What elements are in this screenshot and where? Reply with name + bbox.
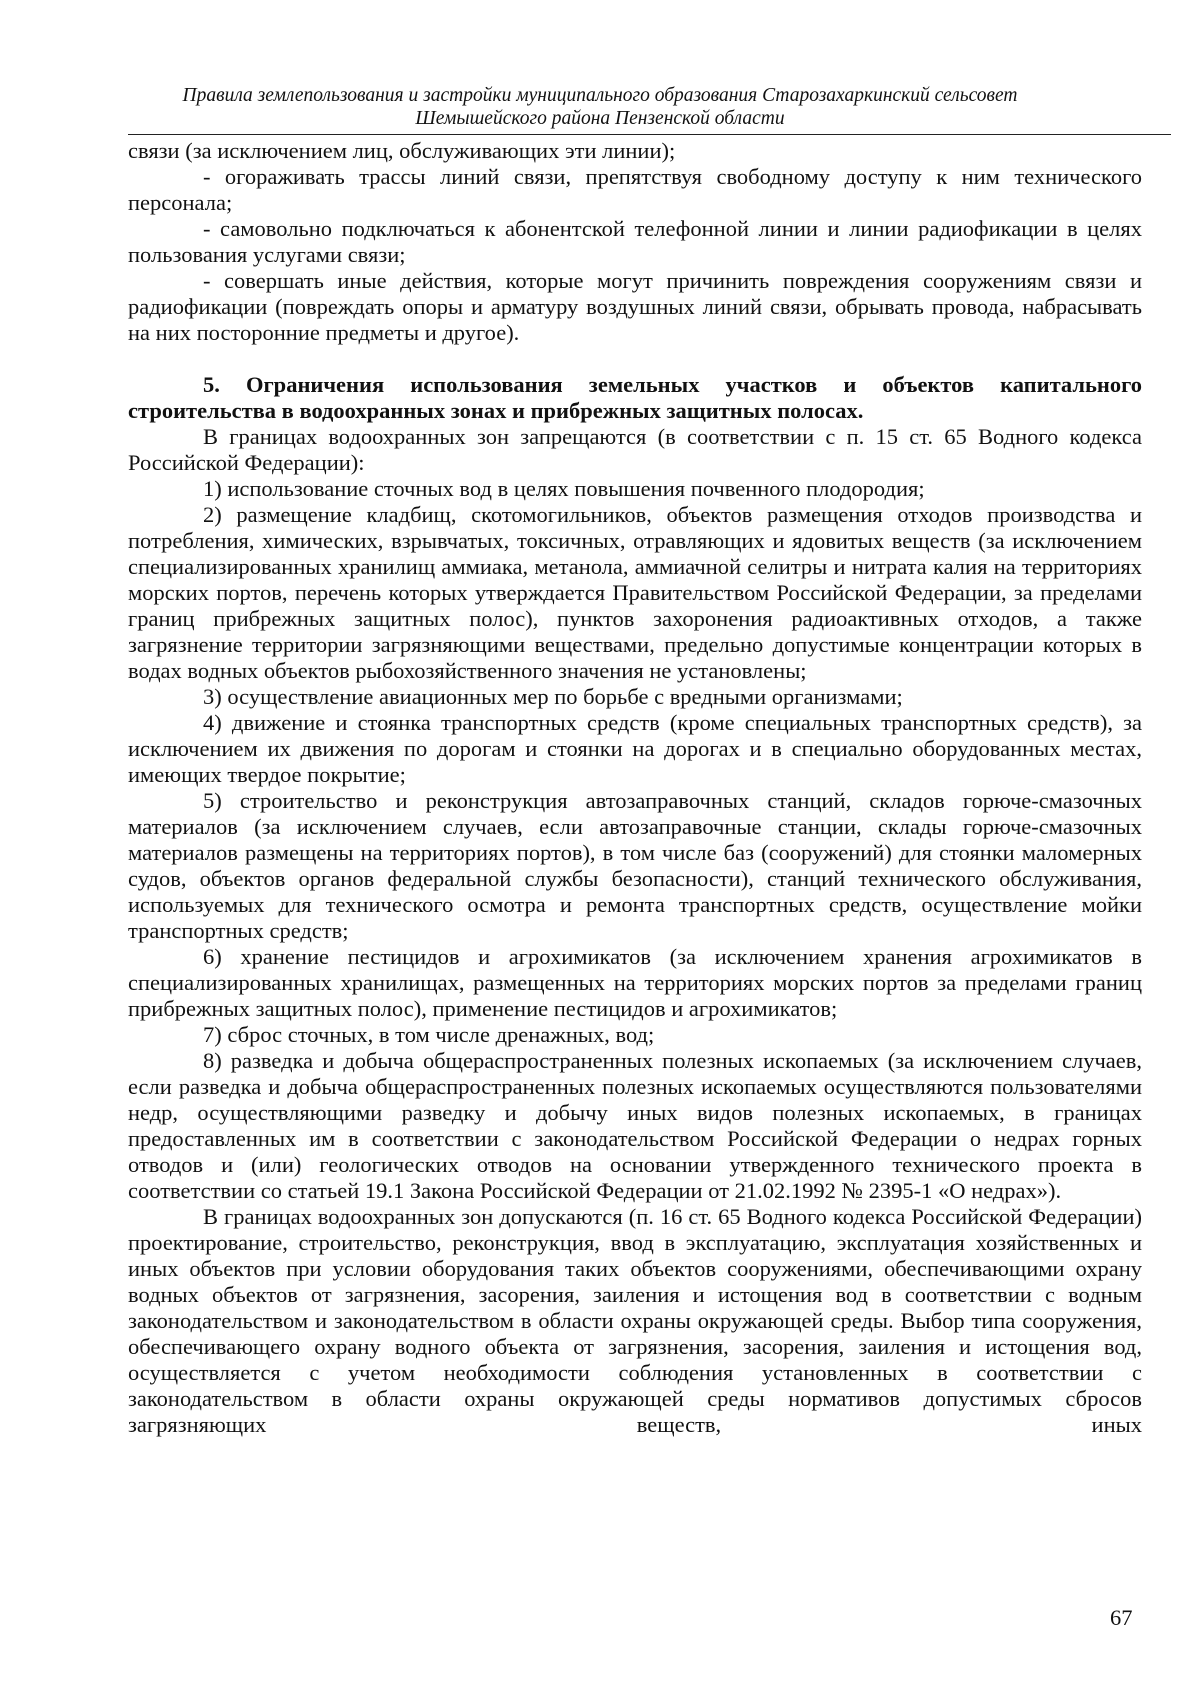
- paragraph: 3) осуществление авиационных мер по борьбе с вредными организмами;: [203, 684, 903, 709]
- paragraph: 4) движение и стоянка транспортных средств (кроме специальных транспортных средств), за исключением их движения по дорогам и стоянки на дорогах и в специально оборудованных местах, имеющих твердое покрытие;: [128, 710, 1142, 787]
- paragraph: 1) использование сточных вод в целях повышения почвенного плодородия;: [203, 476, 925, 501]
- paragraph-spacer: [128, 346, 1142, 372]
- header-line-1: Правила землепользования и застройки муниципального образования Старозахаркинский сельсовет: [182, 85, 1018, 106]
- paragraph: В границах водоохранных зон допускаются (п. 16 ст. 65 Водного кодекса Российской Федерации) проектирование, строительство, реконструкция, ввод в эксплуатацию, эксплуатация хозяйственных и иных объектов при условии оборудования таких объектов сооружениями, обеспечивающими охрану водных объектов от загрязнения, засорения, заиления и истощения вод в соответствии с водным законодательством и законодательством в области охраны окружающей среды. Выбор типа сооружения, обеспечивающего охрану водного объекта от загрязнения, засорения, заиления и истощения вод, осуществляется с учетом необходимости соблюдения установленных в соответствии с законодательством в области охраны окружающей среды нормативов допустимых сбросов загрязняющих веществ, иных: [128, 1204, 1142, 1437]
- header-line-2: Шемышейского района Пензенской области: [415, 108, 785, 129]
- page-number: 67: [1110, 1605, 1133, 1630]
- paragraph: В границах водоохранных зон запрещаются (в соответствии с п. 15 ст. 65 Водного кодекса Российской Федерации):: [128, 424, 1142, 475]
- document-body: [128, 138, 1142, 1438]
- section-heading: 5. Ограничения использования земельных участков и объектов капитального строительства в водоохранных зонах и прибрежных защитных полосах.: [128, 372, 1142, 423]
- paragraph: - огораживать трассы линий связи, препятствуя свободному доступу к ним технического персонала;: [128, 164, 1142, 215]
- paragraph: 5) строительство и реконструкция автозаправочных станций, складов горюче-смазочных материалов (за исключением случаев, если автозаправочные станции, склады горюче-смазочных материалов размещены на территориях портов), в том числе баз (сооружений) для стоянки маломерных судов, объектов органов федеральной службы безопасности), станций технического обслуживания, используемых для технического осмотра и ремонта транспортных средств, осуществление мойки транспортных средств;: [128, 788, 1142, 943]
- paragraph: 2) размещение кладбищ, скотомогильников, объектов размещения отходов производства и потребления, химических, взрывчатых, токсичных, отравляющих и ядовитых веществ (за исключением специализированных хранилищ аммиака, метанола, аммиачной селитры и нитрата калия на территориях морских портов, перечень которых утверждается Правительством Российской Федерации, за пределами границ прибрежных защитных полос), пунктов захоронения радиоактивных отходов, а также загрязнение территории загрязняющими веществами, предельно допустимые концентрации которых в водах водных объектов рыбохозяйственного значения не установлены;: [128, 502, 1142, 683]
- paragraph: связи (за исключением лиц, обслуживающих эти линии);: [128, 138, 676, 163]
- paragraph: 8) разведка и добыча общераспространенных полезных ископаемых (за исключением случаев, если разведка и добыча общераспространенных полезных ископаемых осуществляются пользователями недр, осуществляющими разведку и добычу иных видов полезных ископаемых, в границах предоставленных им в соответствии с законодательством Российской Федерации о недрах горных отводов и (или) геологических отводов на основании утвержденного технического проекта в соответствии со статьей 19.1 Закона Российской Федерации от 21.02.1992 № 2395-1 «О недрах»).: [128, 1048, 1142, 1203]
- header-divider: [128, 134, 1171, 135]
- running-header: [128, 84, 1072, 130]
- paragraph: 7) сброс сточных, в том числе дренажных, вод;: [203, 1022, 655, 1047]
- paragraph: - самовольно подключаться к абонентской телефонной линии и линии радиофикации в целях пользования услугами связи;: [128, 216, 1142, 267]
- paragraph: - совершать иные действия, которые могут причинить повреждения сооружениям связи и радиофикации (повреждать опоры и арматуру воздушных линий связи, обрывать провода, набрасывать на них посторонние предметы и другое).: [128, 268, 1142, 345]
- paragraph: 6) хранение пестицидов и агрохимикатов (за исключением хранения агрохимикатов в специализированных хранилищах, размещенных на территориях морских портов за пределами границ прибрежных защитных полос), применение пестицидов и агрохимикатов;: [128, 944, 1142, 1021]
